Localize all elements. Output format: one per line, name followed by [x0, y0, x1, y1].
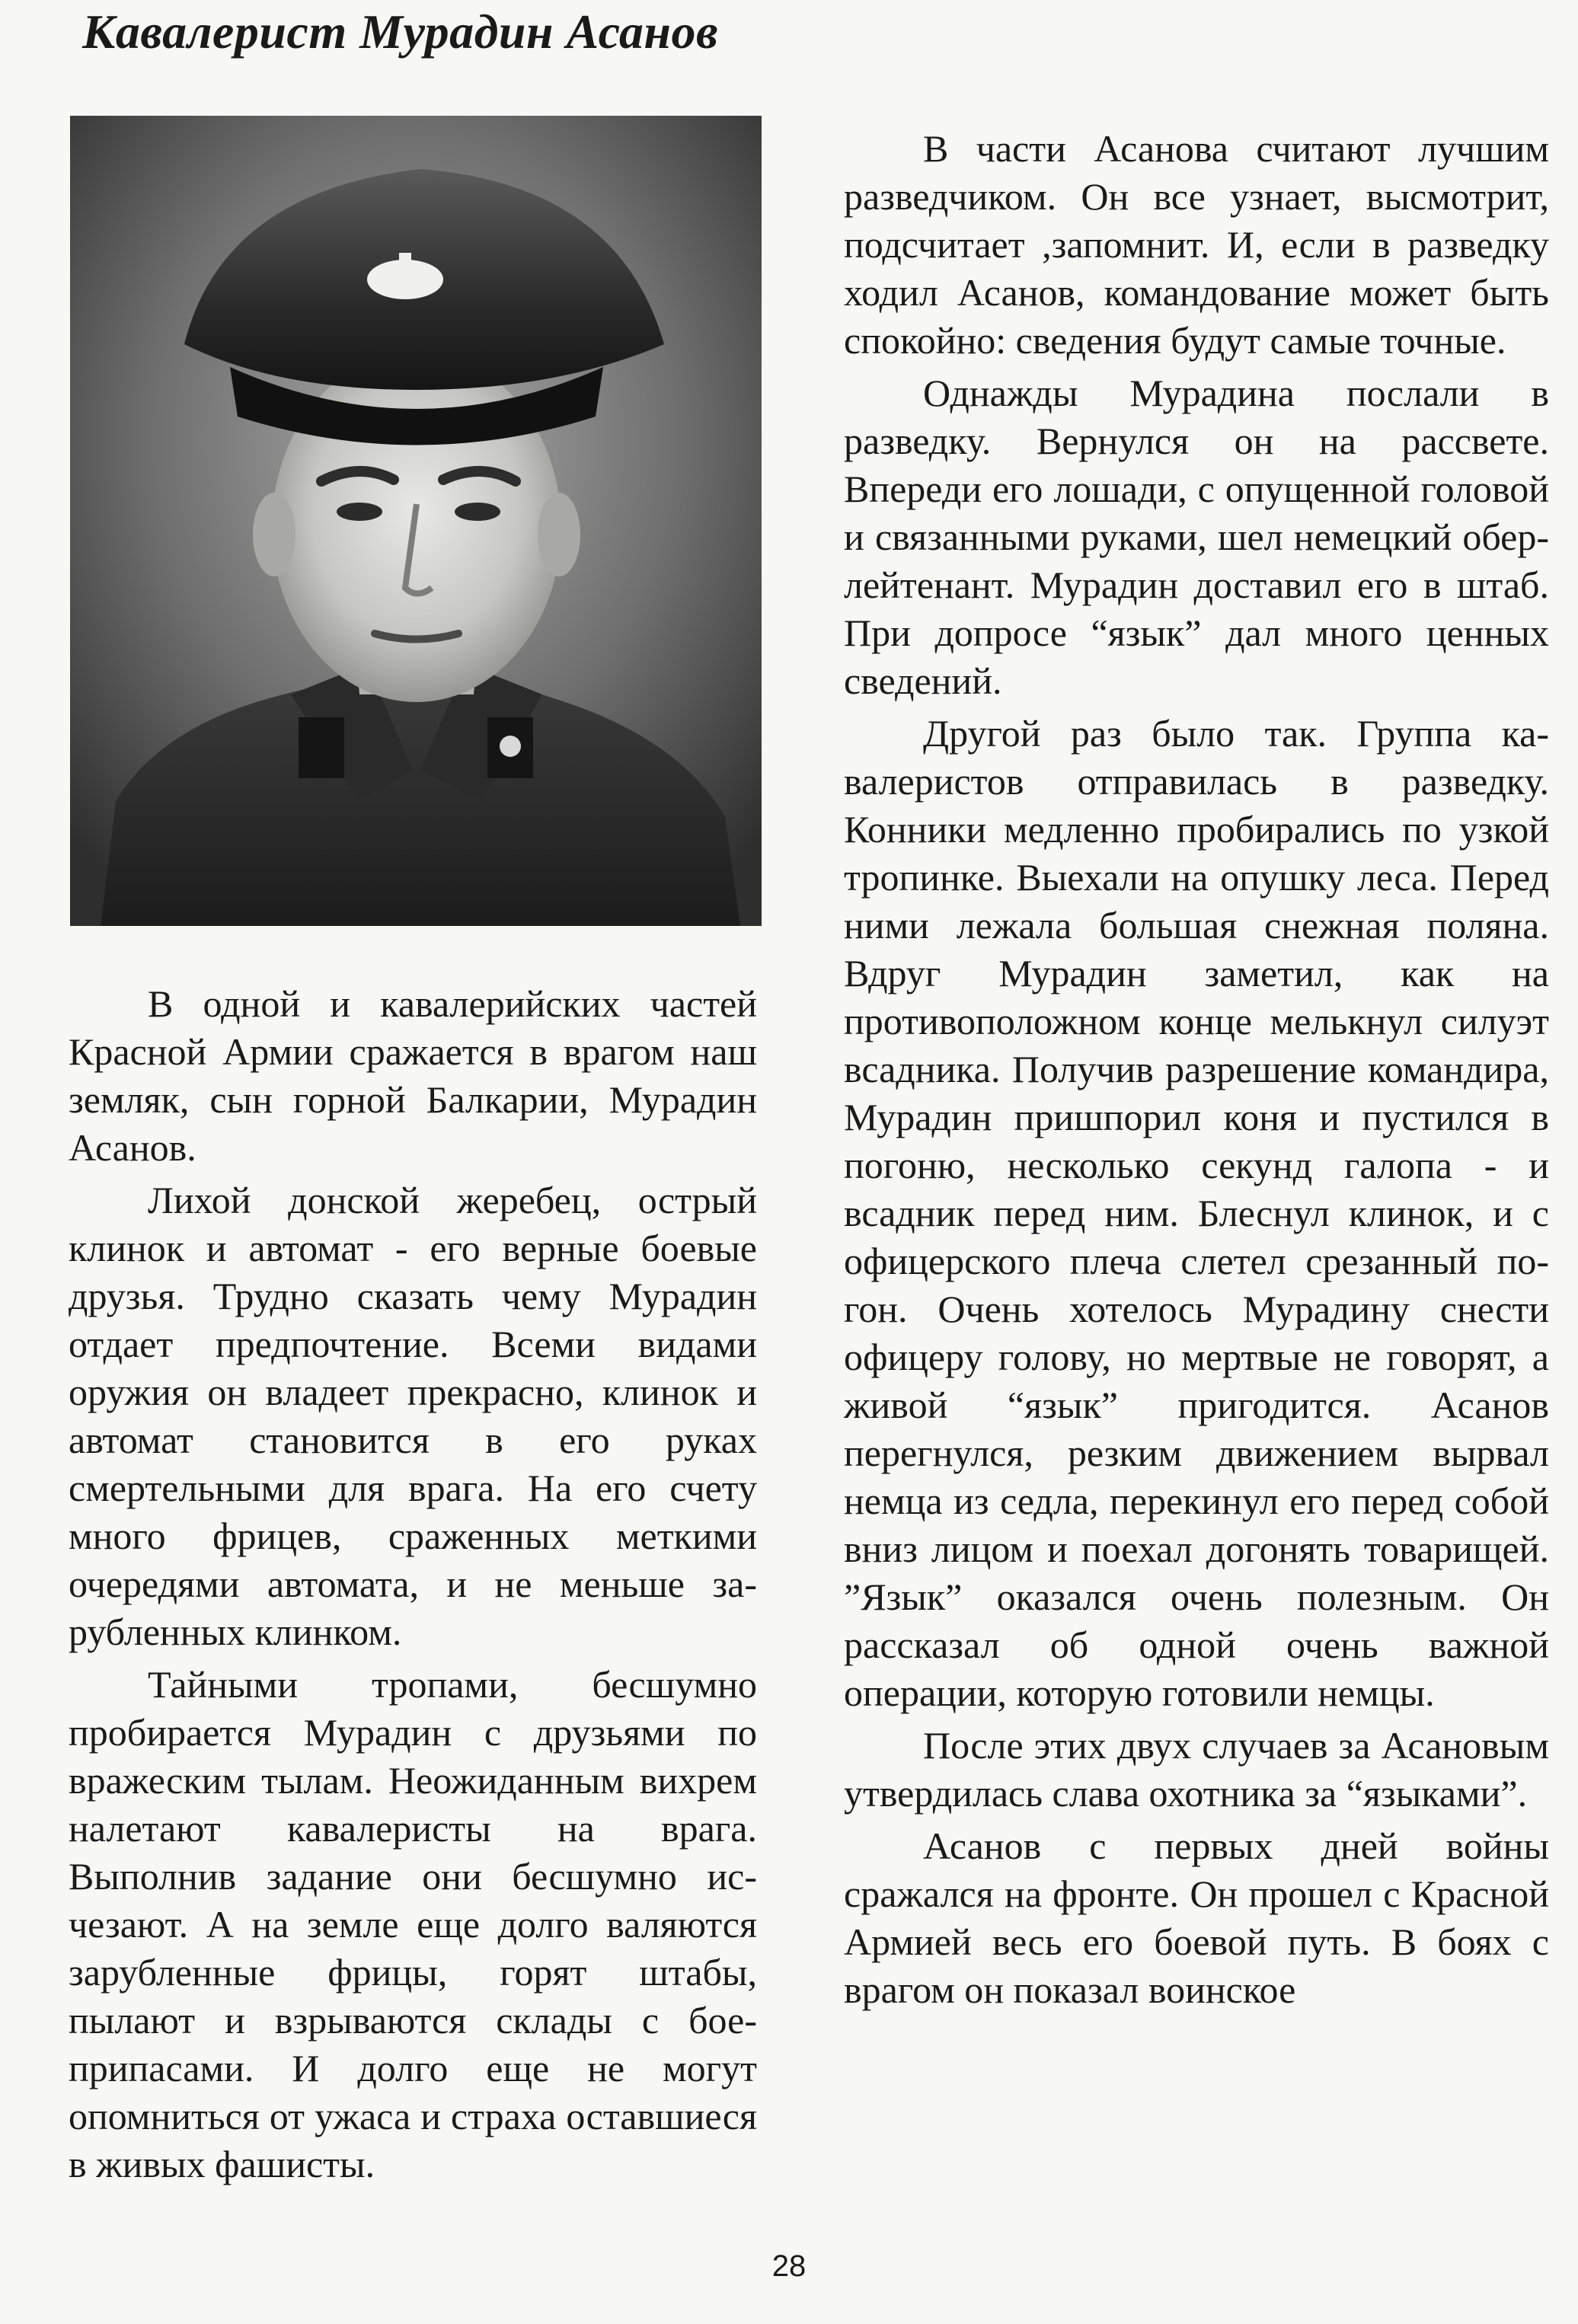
paragraph: Асанов с первых дней войны сражался на фронте. Он прошел с Красной Армией весь его боевой путь. В боях с врагом он показал воинское: [844, 1824, 1549, 2011]
paragraph: Тайными тропами, бесшумно пробирается Мурадин с друзьями по вражеским тылам. Неожиданным вихрем налетают кавалеристы на врага. Выполнив задание они бесшумно исчезают. А на земле еще долго валяются зарубленные фрицы, горят штабы, пылают и взрываются склады с боеприпасами. И долго еще не могут опомниться от ужаса и страха оставшиеся в живых фашисты.: [69, 1663, 757, 2185]
paragraph: В части Асанова считают лучшим разведчиком. Он все узнает, высмотрит, подсчитает ,запомнит. И, если в разведку ходил Асанов, командование может быть спокойно: сведения будут самые точные.: [844, 127, 1549, 362]
paragraph: Однажды Мурадина послали в разведку. Вернулся он на рассвете. Впереди его лошади, с опущенной головой и связанными руками, шел немецкий обер-лейтенант. Мурадин доставил его в штаб. При допросе “язык” дал много ценных сведений.: [844, 372, 1549, 702]
article-title: Кавалерист Мурадин Асанов: [82, 5, 719, 59]
page-number: 28: [771, 2249, 807, 2283]
paragraph: Другой раз было так. Группа кавалеристов отправилась в разведку. Конники медленно пробирались по узкой тропинке. Выехали на опушку леса. Перед ними лежала большая снежная поляна. Вдруг Мурадин заметил, как на противоположном конце мелькнул силуэт всадника. Получив разрешение командира, Мурадин пришпорил коня и пустился в погоню, несколько секунд галопа - и всадник перед ним. Блеснул клинок, и с офицерского плеча слетел срезанный погон. Очень хотелось Мурадину снести офицеру голову, но мертвые не говорят, а живой “язык” пригодится. Асанов перегнулся, резким движением вырвал немца из седла, перекинул его перед собой вниз лицом и поехал догонять товарищей. ”Язык” оказался очень полезным. Он рассказал об одной очень важной операции, которую готовили немцы.: [844, 712, 1549, 1714]
paragraph: В одной и кавалерийских частей Красной Армии сражается в врагом наш земляк, сын горной Балкарии, Мурадин Асанов.: [69, 982, 757, 1169]
portrait-photo: [70, 116, 762, 926]
paragraph: Лихой донской жеребец, острый клинок и автомат - его верные боевые друзья. Трудно сказать чему Мурадин отдает предпочтение. Всеми видами оружия он владеет прекрасно, клинок и автомат становится в его руках смертельными для врага. На его счету много фрицев, сраженных меткими очередями автомата, и не меньше зарубленных клинком.: [69, 1179, 757, 1653]
right-text-column: [844, 125, 1549, 2019]
left-text-column: [69, 980, 757, 2193]
paragraph: После этих двух случаев за Асановым утвердилась слава охотника за “языками”.: [844, 1724, 1549, 1815]
